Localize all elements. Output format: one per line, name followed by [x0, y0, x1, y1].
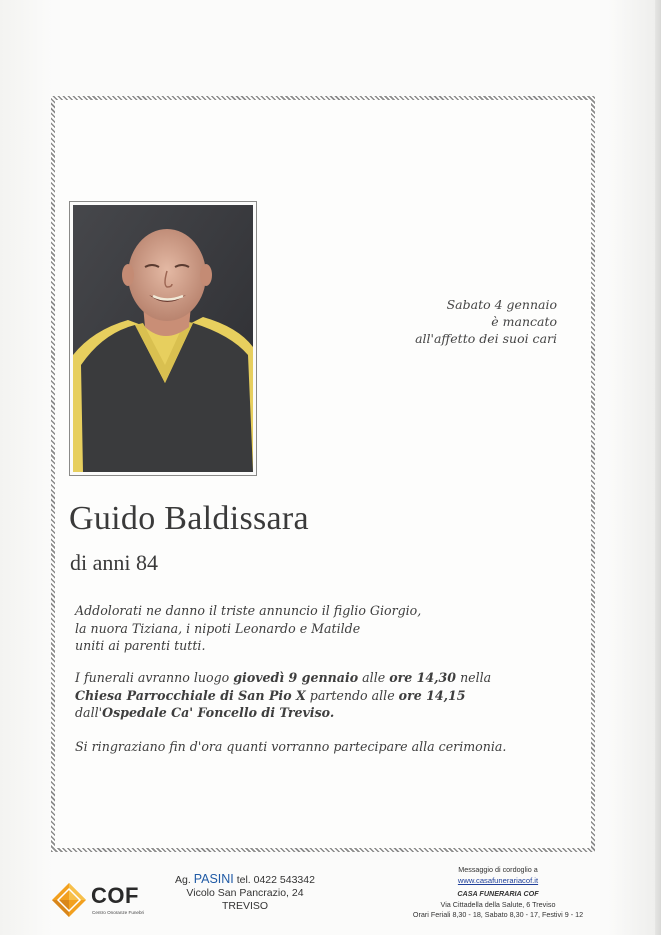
funeral-home-name: CASA FUNERARIA COF: [457, 889, 539, 898]
death-notice: [415, 296, 557, 347]
portrait-photo: [69, 201, 257, 476]
agency-block: [165, 873, 325, 913]
funeral-home-address: Via Cittadella della Salute, 6 Treviso: [440, 899, 556, 909]
hospital-name: Ospedale Ca' Foncello di Treviso.: [102, 705, 335, 720]
agency-phone: tel. 0422 543342: [236, 874, 315, 886]
death-date: Sabato 4 gennaio: [446, 297, 557, 312]
website-link[interactable]: www.casafunerariacof.it: [457, 875, 539, 885]
agency-city: TREVISO: [221, 900, 269, 912]
funeral-line: Chiesa Parrocchiale di San Pio X partendo alle ore 14,15: [75, 687, 466, 703]
departure-time: ore 14,15: [398, 687, 466, 703]
funeral-home-contact: [400, 865, 596, 921]
agency-address: Vicolo San Pancrazio, 24: [186, 887, 304, 899]
portrait-image: [73, 205, 253, 472]
church-name: Chiesa Parrocchiale di San Pio X: [75, 687, 306, 703]
deceased-name: Guido Baldissara: [69, 500, 309, 537]
agency-name: PASINI: [193, 872, 234, 886]
funeral-details: [75, 669, 545, 722]
mourners-paragraph: [75, 602, 545, 655]
condolence-label: Messaggio di cordoglio a: [458, 865, 538, 874]
deceased-age: di anni 84: [70, 550, 158, 575]
mourners-line: la nuora Tiziana, i nipoti Leonardo e Matilde: [75, 620, 361, 636]
death-verb: è mancato: [491, 314, 557, 329]
funeral-date: giovedì 9 gennaio: [233, 670, 359, 685]
funeral-time: ore 14,30: [389, 670, 457, 685]
funeral-line: dall'Ospedale Ca' Foncello di Treviso.: [75, 705, 335, 720]
thanks-paragraph: [75, 738, 545, 756]
thanks-line: Si ringraziano fin d'ora quanti vorranno partecipare alla cerimonia.: [75, 739, 507, 754]
death-family: all'affetto dei suoi cari: [415, 331, 557, 346]
opening-hours: Orari Feriali 8,30 - 18, Sabato 8,30 - 17, Festivi 9 - 12: [412, 910, 584, 919]
agency-line: Ag. PASINI tel. 0422 543342: [175, 872, 315, 886]
cof-logo-text: COF: [91, 883, 139, 908]
cof-logo-subtitle: Centro Onoranze Funebri: [92, 910, 145, 915]
page-edge-shadow: [655, 0, 661, 935]
funeral-line: I funerali avranno luogo giovedì 9 gennaio alle ore 14,30 nella: [75, 670, 492, 685]
mourners-line: uniti ai parenti tutti.: [75, 638, 206, 653]
mourners-line: Addolorati ne danno il triste annuncio il figlio Giorgio,: [75, 603, 422, 618]
